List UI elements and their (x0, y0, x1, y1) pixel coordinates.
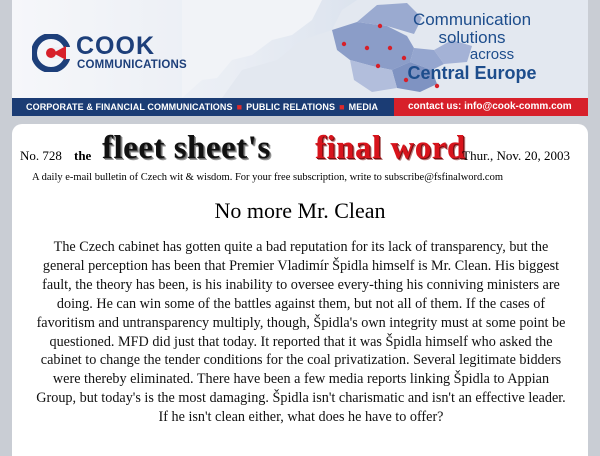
cook-logo-icon (32, 34, 70, 72)
contact-link[interactable]: contact us: info@cook-comm.com (394, 98, 588, 116)
masthead-the: the (74, 148, 92, 163)
article-headline: No more Mr. Clean (214, 198, 386, 223)
masthead-title-fleet-sheet: fleet sheet's (102, 130, 271, 166)
tagline-line-2: solutions (438, 28, 506, 47)
brand-name: COOK (76, 32, 155, 60)
nav-media[interactable]: MEDIA (348, 102, 379, 112)
nav-items (26, 102, 378, 112)
issue-number: No. 728 (20, 148, 62, 163)
nav-separator-icon: ■ (236, 102, 243, 112)
nav-public-relations[interactable]: PUBLIC RELATIONS (246, 102, 336, 112)
tagline-line-4: Central Europe (407, 63, 537, 83)
masthead-title-final-word: final word (315, 130, 466, 166)
banner-nav-bar (12, 98, 588, 116)
masthead-subtitle: A daily e-mail bulletin of Czech wit & wisdom. For your free subscription, write to subscribe@fsfinalword.com (32, 172, 503, 183)
article-body: The Czech cabinet has gotten quite a bad reputation for its lack of transparency, but the general perception has been that Premier Vladimír Špidla himself is Mr. Clean. His biggest fault, the theory has been, is his inability to oversee every-thing his conniving ministers are doing. He can win some of the battles against them, but not all of them. If the cases of favoritism and untransparency multiply, though, Špidla's own integrity must at some point be questioned. MFD did just that today. It reported that it was Špidla himself who asked the cabinet to change the tender conditions for the coal privatization. Several legitimate bidders were thereby eliminated. There have been a few media reports linking Špidla to Appian Group, but today's is the most damaging. Špidla isn't charismatic and isn't an effective leader. If he isn't clean either, what does he have to offer? (36, 239, 566, 426)
cook-communications-banner[interactable] (12, 0, 588, 116)
banner-tagline (372, 10, 572, 83)
brand-subtitle: COMMUNICATIONS (77, 59, 187, 71)
issue-date: Thur., Nov. 20, 2003 (462, 148, 570, 163)
article-panel (12, 124, 588, 456)
tagline-line-1: Communication (412, 10, 532, 29)
tagline-line-3: across (469, 46, 515, 63)
nav-separator-icon: ■ (339, 102, 345, 112)
nav-corporate-financial[interactable]: CORPORATE & FINANCIAL COMMUNICATIONS (26, 102, 233, 112)
